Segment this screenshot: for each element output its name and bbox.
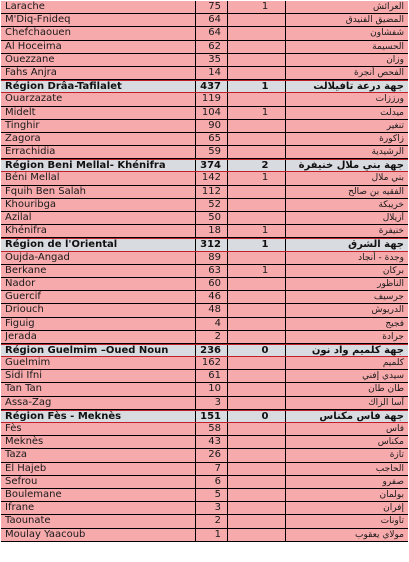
province-row xyxy=(1,265,408,278)
province-name: Fès xyxy=(5,423,22,434)
arabic-name: بني ملال xyxy=(371,173,404,184)
arabic-name: الدريوش xyxy=(371,305,404,316)
arabic-name: خريبكة xyxy=(378,199,404,210)
province-name: Ifrane xyxy=(5,502,35,514)
arabic-name: جهة بني ملال خنيفرة xyxy=(298,160,404,172)
death-count: 0 xyxy=(261,410,269,422)
region-row xyxy=(1,80,408,93)
arabic-name: بركان xyxy=(382,265,404,276)
column-divider xyxy=(195,476,196,488)
column-divider xyxy=(285,515,286,527)
column-divider xyxy=(227,186,228,198)
province-row xyxy=(1,67,408,80)
column-divider xyxy=(195,212,196,224)
column-divider xyxy=(285,146,286,158)
case-count: 64 xyxy=(208,27,221,39)
province-row xyxy=(1,252,408,265)
arabic-name: بولمان xyxy=(379,489,404,500)
case-count: 18 xyxy=(208,225,221,237)
province-name: Oujda-Angad xyxy=(5,251,70,263)
province-name: Chefchaouen xyxy=(5,27,71,39)
province-name: Larache xyxy=(5,1,45,12)
region-name: Région Guelmim –Oued Noun xyxy=(5,344,169,356)
province-name: Sidi Ifni xyxy=(5,370,43,382)
province-row xyxy=(1,291,408,304)
case-count: 142 xyxy=(201,172,221,184)
column-divider xyxy=(195,397,196,409)
column-divider xyxy=(227,463,228,475)
arabic-name: كلميم xyxy=(382,358,404,369)
column-divider xyxy=(285,120,286,132)
arabic-name: فجيج xyxy=(385,318,404,329)
province-name: Guercif xyxy=(5,291,41,303)
column-divider xyxy=(227,27,228,39)
case-count: 43 xyxy=(208,436,221,448)
column-divider xyxy=(285,411,286,422)
case-count: 374 xyxy=(200,160,221,172)
column-divider xyxy=(195,14,196,26)
column-divider xyxy=(195,345,196,356)
arabic-name: مكناس xyxy=(377,437,404,448)
column-divider xyxy=(195,107,196,119)
death-count: 2 xyxy=(261,160,269,172)
column-divider xyxy=(195,81,196,92)
province-row xyxy=(1,199,408,212)
column-divider xyxy=(285,265,286,277)
column-divider xyxy=(195,304,196,316)
province-row xyxy=(1,423,408,436)
column-divider xyxy=(227,160,228,171)
column-divider xyxy=(285,172,286,184)
province-name: Tinghir xyxy=(5,119,40,131)
column-divider xyxy=(285,463,286,475)
column-divider xyxy=(195,331,196,343)
column-divider xyxy=(195,199,196,211)
column-divider xyxy=(285,370,286,382)
column-divider xyxy=(285,529,286,541)
arabic-name: جهة كلميم واد نون xyxy=(311,344,404,356)
province-row xyxy=(1,383,408,396)
column-divider xyxy=(227,120,228,132)
column-divider xyxy=(285,107,286,119)
province-name: Boulemane xyxy=(5,488,62,500)
province-name: Taounate xyxy=(5,515,51,527)
province-row xyxy=(1,397,408,410)
arabic-name: المضيق الفنيدق xyxy=(345,15,404,26)
column-divider xyxy=(227,265,228,277)
case-count: 61 xyxy=(208,370,221,382)
column-divider xyxy=(285,93,286,105)
case-count: 104 xyxy=(201,106,221,118)
column-divider xyxy=(227,93,228,105)
arabic-name: جرسيف xyxy=(373,292,404,303)
column-divider xyxy=(195,27,196,39)
column-divider xyxy=(227,449,228,461)
case-count: 35 xyxy=(208,53,221,65)
column-divider xyxy=(285,345,286,356)
column-divider xyxy=(195,502,196,514)
column-divider xyxy=(227,172,228,184)
column-divider xyxy=(227,225,228,237)
province-row xyxy=(1,41,408,54)
arabic-name: تاونات xyxy=(380,516,404,527)
province-row xyxy=(1,502,408,515)
province-name: Midelt xyxy=(5,106,36,118)
province-row xyxy=(1,107,408,120)
column-divider xyxy=(227,41,228,53)
column-divider xyxy=(227,318,228,330)
column-divider xyxy=(285,383,286,395)
column-divider xyxy=(227,423,228,435)
column-divider xyxy=(227,383,228,395)
column-divider xyxy=(285,449,286,461)
province-row xyxy=(1,331,408,344)
column-divider xyxy=(285,291,286,303)
arabic-name: الفقيه بن صالح xyxy=(348,186,404,197)
column-divider xyxy=(227,14,228,26)
case-count: 151 xyxy=(200,410,221,422)
case-count: 90 xyxy=(208,119,221,131)
case-count: 58 xyxy=(208,423,221,434)
column-divider xyxy=(285,304,286,316)
case-count: 52 xyxy=(208,198,221,210)
column-divider xyxy=(195,239,196,250)
column-divider xyxy=(285,199,286,211)
column-divider xyxy=(195,291,196,303)
case-count: 62 xyxy=(208,40,221,52)
column-divider xyxy=(195,252,196,264)
province-row xyxy=(1,172,408,185)
case-count: 2 xyxy=(214,515,221,527)
arabic-name: ميدلت xyxy=(380,107,404,118)
province-name: Berkane xyxy=(5,264,47,276)
column-divider xyxy=(285,397,286,409)
province-row xyxy=(1,304,408,317)
case-count: 162 xyxy=(201,357,221,369)
column-divider xyxy=(227,411,228,422)
column-divider xyxy=(285,331,286,343)
arabic-name: تازة xyxy=(389,450,404,461)
province-row xyxy=(1,370,408,383)
province-name: Taza xyxy=(5,449,27,461)
case-count: 5 xyxy=(214,488,221,500)
region-row xyxy=(1,410,408,423)
province-name: Errachidia xyxy=(5,146,56,158)
province-row xyxy=(1,225,408,238)
death-count: 1 xyxy=(261,225,269,237)
arabic-name: جرادة xyxy=(382,331,404,342)
arabic-name: فاس xyxy=(385,424,404,434)
column-divider xyxy=(195,463,196,475)
column-divider xyxy=(195,423,196,435)
column-divider xyxy=(227,331,228,343)
arabic-name: مولاي يعقوب xyxy=(354,529,404,540)
arabic-name: الفحص أنجرة xyxy=(354,67,404,78)
column-divider xyxy=(285,436,286,448)
column-divider xyxy=(227,489,228,501)
case-count: 10 xyxy=(208,383,221,395)
arabic-name: الناظور xyxy=(377,278,404,289)
region-row xyxy=(1,159,408,172)
province-row xyxy=(1,515,408,528)
case-count: 46 xyxy=(208,291,221,303)
column-divider xyxy=(227,502,228,514)
death-count: 1 xyxy=(261,106,269,118)
column-divider xyxy=(285,502,286,514)
column-divider xyxy=(285,225,286,237)
death-count: 1 xyxy=(261,1,269,12)
case-count: 112 xyxy=(201,185,221,197)
case-count: 3 xyxy=(214,502,221,514)
province-name: Khouribga xyxy=(5,198,57,210)
arabic-name: صفرو xyxy=(382,476,404,487)
column-divider xyxy=(285,54,286,66)
province-name: Fahs Anjra xyxy=(5,66,57,78)
column-divider xyxy=(195,436,196,448)
column-divider xyxy=(227,436,228,448)
region-row xyxy=(1,238,408,251)
column-divider xyxy=(227,515,228,527)
arabic-name: تنغير xyxy=(386,120,404,131)
column-divider xyxy=(285,476,286,488)
province-row xyxy=(1,476,408,489)
province-name: Ouezzane xyxy=(5,53,55,65)
case-count: 26 xyxy=(208,449,221,461)
case-count: 119 xyxy=(201,93,221,105)
province-name: El Hajeb xyxy=(5,462,47,474)
arabic-name: زاكورة xyxy=(379,133,404,144)
case-count: 48 xyxy=(208,304,221,316)
arabic-name: الحسيمة xyxy=(372,41,404,52)
column-divider xyxy=(285,318,286,330)
column-divider xyxy=(227,291,228,303)
column-divider xyxy=(285,41,286,53)
column-divider xyxy=(285,239,286,250)
column-divider xyxy=(227,476,228,488)
column-divider xyxy=(195,318,196,330)
case-count: 1 xyxy=(214,528,221,540)
province-row xyxy=(1,54,408,67)
province-row xyxy=(1,357,408,370)
column-divider xyxy=(285,357,286,369)
column-divider xyxy=(285,186,286,198)
column-divider xyxy=(195,146,196,158)
column-divider xyxy=(285,278,286,290)
column-divider xyxy=(285,489,286,501)
column-divider xyxy=(227,357,228,369)
province-name: Béni Mellal xyxy=(5,172,60,184)
province-name: Ouarzazate xyxy=(5,93,63,105)
column-divider xyxy=(227,67,228,79)
column-divider xyxy=(285,27,286,39)
case-count: 60 xyxy=(208,277,221,289)
column-divider xyxy=(195,186,196,198)
column-divider xyxy=(285,133,286,145)
arabic-name: العرائش xyxy=(372,2,404,12)
province-name: M'Diq-Fnideq xyxy=(5,14,71,26)
case-count: 6 xyxy=(214,475,221,487)
death-count: 1 xyxy=(261,264,269,276)
column-divider xyxy=(195,411,196,422)
province-name: Azilal xyxy=(5,212,32,223)
case-count: 2 xyxy=(214,330,221,342)
column-divider xyxy=(285,252,286,264)
column-divider xyxy=(227,1,228,13)
column-divider xyxy=(195,449,196,461)
column-divider xyxy=(195,120,196,132)
column-divider xyxy=(285,1,286,13)
cases-table xyxy=(1,1,408,542)
column-divider xyxy=(195,265,196,277)
case-count: 64 xyxy=(208,14,221,26)
province-row xyxy=(1,212,408,225)
column-divider xyxy=(227,133,228,145)
column-divider xyxy=(285,160,286,171)
arabic-name: الرشيدية xyxy=(371,147,404,158)
province-name: Zagora xyxy=(5,132,41,144)
province-row xyxy=(1,318,408,331)
death-count: 1 xyxy=(261,81,269,93)
province-name: Meknès xyxy=(5,436,44,448)
province-row xyxy=(1,489,408,502)
case-count: 89 xyxy=(208,251,221,263)
case-count: 75 xyxy=(208,1,221,12)
province-row xyxy=(1,14,408,27)
column-divider xyxy=(227,529,228,541)
province-row xyxy=(1,1,408,14)
column-divider xyxy=(285,212,286,224)
case-count: 437 xyxy=(200,81,221,93)
arabic-name: إفران xyxy=(383,503,404,514)
column-divider xyxy=(195,529,196,541)
death-count: 1 xyxy=(261,172,269,184)
column-divider xyxy=(195,41,196,53)
arabic-name: أزيلال xyxy=(382,213,404,223)
province-name: Sefrou xyxy=(5,475,38,487)
province-row xyxy=(1,186,408,199)
province-row xyxy=(1,27,408,40)
arabic-name: سيدي إفني xyxy=(362,371,404,382)
column-divider xyxy=(227,278,228,290)
case-count: 14 xyxy=(208,66,221,78)
column-divider xyxy=(195,383,196,395)
column-divider xyxy=(227,107,228,119)
province-name: Fquih Ben Salah xyxy=(5,185,86,197)
province-row xyxy=(1,463,408,476)
case-count: 63 xyxy=(208,264,221,276)
arabic-name: شفشاون xyxy=(370,28,404,39)
province-row xyxy=(1,146,408,159)
arabic-name: ورززات xyxy=(375,94,404,105)
province-name: Nador xyxy=(5,277,36,289)
case-count: 312 xyxy=(200,239,221,251)
region-name: Région Beni Mellal- Khénifra xyxy=(5,160,166,172)
column-divider xyxy=(195,160,196,171)
province-name: Guelmim xyxy=(5,357,51,369)
column-divider xyxy=(227,370,228,382)
column-divider xyxy=(227,146,228,158)
column-divider xyxy=(285,14,286,26)
province-name: Khénifra xyxy=(5,225,47,237)
province-row xyxy=(1,278,408,291)
arabic-name: وجدة - أنجاد xyxy=(358,252,404,263)
arabic-name: طان طان xyxy=(368,384,404,395)
province-row xyxy=(1,436,408,449)
arabic-name: آسا الزاك xyxy=(368,397,404,408)
column-divider xyxy=(227,397,228,409)
region-row xyxy=(1,344,408,357)
case-count: 65 xyxy=(208,132,221,144)
column-divider xyxy=(227,54,228,66)
region-name: Région de l'Oriental xyxy=(5,239,118,251)
column-divider xyxy=(227,199,228,211)
arabic-name: وزان xyxy=(386,54,404,65)
column-divider xyxy=(195,489,196,501)
province-name: Al Hoceima xyxy=(5,40,62,52)
column-divider xyxy=(195,133,196,145)
column-divider xyxy=(227,81,228,92)
region-name: Région Fès - Meknès xyxy=(5,410,122,422)
column-divider xyxy=(195,67,196,79)
province-name: Jerada xyxy=(5,330,37,342)
column-divider xyxy=(195,515,196,527)
province-name: Moulay Yaacoub xyxy=(5,528,86,540)
column-divider xyxy=(227,252,228,264)
arabic-name: الحاجب xyxy=(375,463,404,474)
column-divider xyxy=(227,345,228,356)
case-count: 7 xyxy=(214,462,221,474)
case-count: 236 xyxy=(200,344,221,356)
column-divider xyxy=(195,225,196,237)
column-divider xyxy=(227,212,228,224)
column-divider xyxy=(195,357,196,369)
column-divider xyxy=(195,54,196,66)
column-divider xyxy=(195,93,196,105)
province-row xyxy=(1,133,408,146)
death-count: 0 xyxy=(261,344,269,356)
arabic-name: جهة الشرق xyxy=(348,239,404,251)
province-row xyxy=(1,93,408,106)
case-count: 50 xyxy=(208,212,221,223)
column-divider xyxy=(227,304,228,316)
arabic-name: جهة فاس مكناس xyxy=(319,410,404,422)
column-divider xyxy=(195,172,196,184)
case-count: 3 xyxy=(214,396,221,408)
arabic-name: جهة درعة تافيلالت xyxy=(313,81,404,93)
column-divider xyxy=(195,1,196,13)
case-count: 59 xyxy=(208,146,221,158)
column-divider xyxy=(195,278,196,290)
column-divider xyxy=(285,81,286,92)
province-row xyxy=(1,120,408,133)
case-count: 4 xyxy=(214,317,221,329)
region-name: Région Drâa-Tafilalet xyxy=(5,81,122,93)
province-row xyxy=(1,449,408,462)
arabic-name: خنيفرة xyxy=(378,226,404,237)
province-name: Tan Tan xyxy=(5,383,43,395)
column-divider xyxy=(227,239,228,250)
column-divider xyxy=(195,370,196,382)
column-divider xyxy=(285,67,286,79)
province-name: Assa-Zag xyxy=(5,396,52,408)
column-divider xyxy=(285,423,286,435)
province-row xyxy=(1,529,408,542)
province-name: Driouch xyxy=(5,304,44,316)
province-name: Figuig xyxy=(5,317,35,329)
death-count: 1 xyxy=(261,239,269,251)
